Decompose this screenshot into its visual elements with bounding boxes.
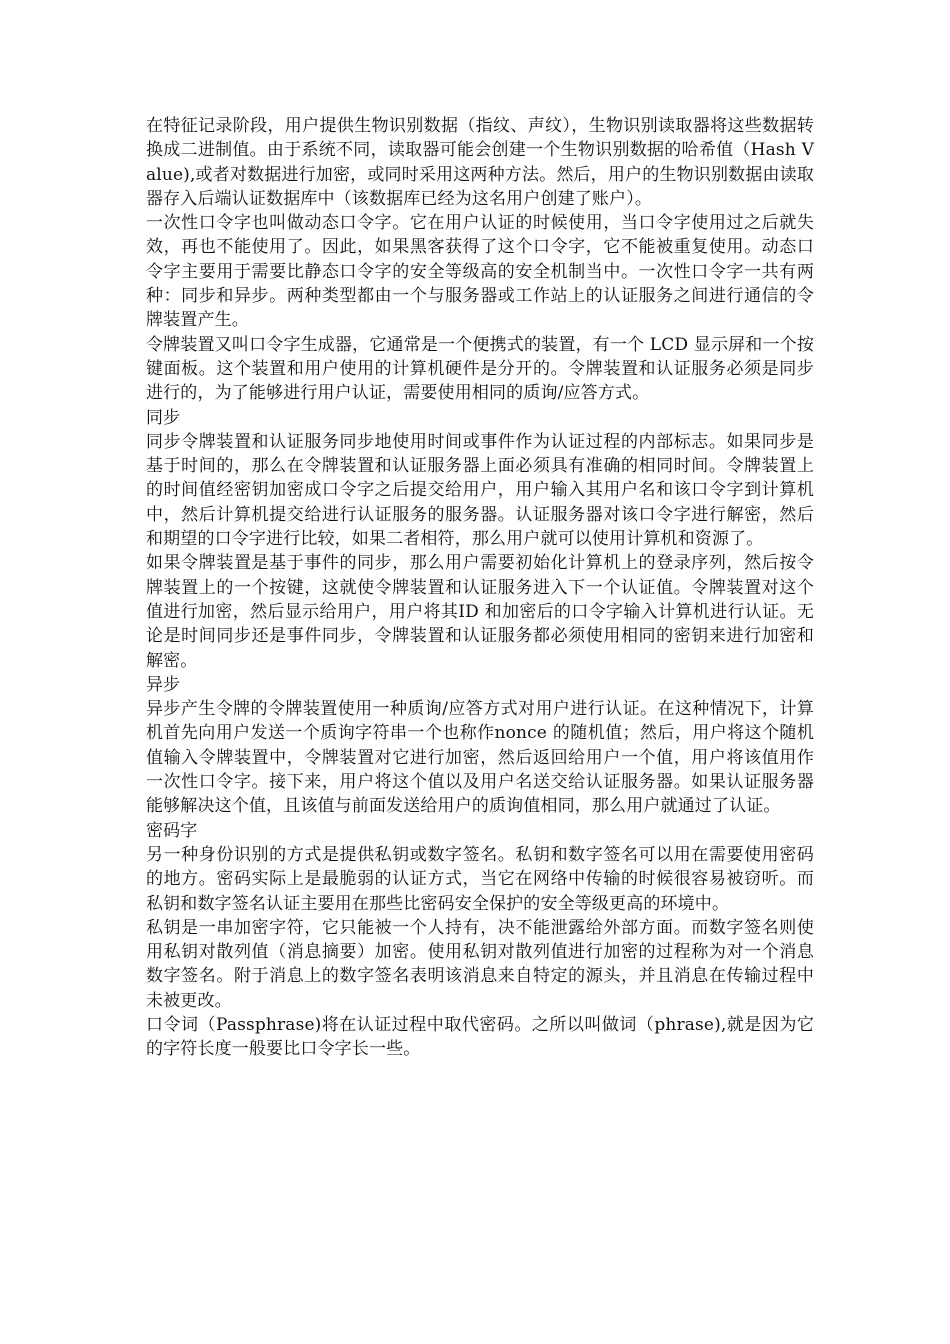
paragraph-passphrase: 口令词（Passphrase)将在认证过程中取代密码。之所以叫做词（phrase),就是因为它的字符长度一般要比口令字长一些。	[146, 1014, 814, 1060]
paragraph-sync-event: 如果令牌装置是基于事件的同步，那么用户需要初始化计算机上的登录序列，然后按令牌装置上的一个按键，这就使令牌装置和认证服务进入下一个认证值。令牌装置对这个值进行加密，然后显示给用户，用户将其ID 和加密后的口令字输入计算机进行认证。无论是时间同步还是事件同步，令牌装置和认证服务都必须使用相同的密钥来进行加密和解密。	[146, 553, 814, 671]
paragraph-token-device: 令牌装置又叫口令字生成器，它通常是一个便携式的装置，有一个 LCD 显示屏和一个按键面板。这个装置和用户使用的计算机硬件是分开的。令牌装置和认证服务必须是同步进行的，为了能够进行用户认证，需要使用相同的质询/应答方式。	[146, 334, 814, 404]
section-heading-sync: 同步	[146, 407, 181, 428]
document-body	[146, 114, 814, 1062]
section-heading-async: 异步	[146, 674, 181, 695]
section-heading-password-word: 密码字	[146, 820, 198, 841]
paragraph-async: 异步产生令牌的令牌装置使用一种质询/应答方式对用户进行认证。在这种情况下，计算机首先向用户发送一个质询字符串一个也称作nonce 的随机值；然后，用户将这个随机值输入令牌装置中，令牌装置对它进行加密，然后返回给用户一个值，用户将该值用作一次性口令字。接下来，用户将这个值以及用户名送交给认证服务器。如果认证服务器能够解决这个值，且该值与前面发送给用户的质询值相同，那么用户就通过了认证。	[146, 699, 814, 817]
paragraph-one-time-password: 一次性口令字也叫做动态口令字。它在用户认证的时候使用，当口令字使用过之后就失效，再也不能使用了。因此，如果黑客获得了这个口令字，它不能被重复使用。动态口令字主要用于需要比静态口令字的安全等级高的安全机制当中。一次性口令字一共有两种：同步和异步。两种类型都由一个与服务器或工作站上的认证服务之间进行通信的令牌装置产生。	[146, 213, 814, 331]
paragraph-private-key-signature: 另一种身份识别的方式是提供私钥或数字签名。私钥和数字签名可以用在需要使用密码的地方。密码实际上是最脆弱的认证方式，当它在网络中传输的时候很容易被窃听。而私钥和数字签名认证主要用在那些比密码安全保护的安全等级更高的环境中。	[146, 844, 814, 914]
paragraph-biometric-enrollment: 在特征记录阶段，用户提供生物识别数据（指纹、声纹），生物识别读取器将这些数据转换成二进制值。由于系统不同，读取器可能会创建一个生物识别数据的哈希值（Hash Value),或者对数据进行加密，或同时采用这两种方法。然后，用户的生物识别数据由读取器存入后端认证数据库中（该数据库已经为这名用户创建了账户）。	[146, 116, 814, 209]
paragraph-sync-time: 同步令牌装置和认证服务同步地使用时间或事件作为认证过程的内部标志。如果同步是基于时间的，那么在令牌装置和认证服务器上面必须具有准确的相同时间。令牌装置上的时间值经密钥加密成口令字之后提交给用户，用户输入其用户名和该口令字到计算机中，然后计算机提交给进行认证服务的服务器。认证服务器对该口令字进行解密，然后和期望的口令字进行比较，如果二者相符，那么用户就可以使用计算机和资源了。	[146, 431, 814, 550]
paragraph-private-key-definition: 私钥是一串加密字符，它只能被一个人持有，决不能泄露给外部方面。而数字签名则使用私钥对散列值（消息摘要）加密。使用私钥对散列值进行加密的过程称为对一个消息数字签名。附于消息上的数字签名表明该消息来自特定的源头，并且消息在传输过程中未被更改。	[146, 917, 814, 1011]
